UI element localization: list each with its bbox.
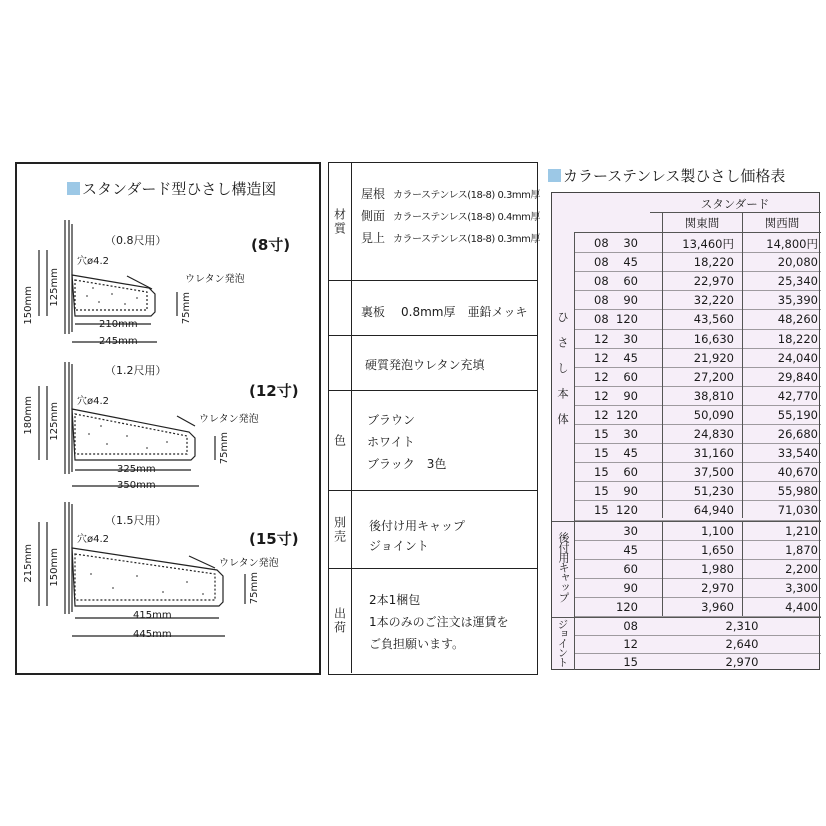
dim-bottom: 325mm xyxy=(117,464,156,475)
header-kansai: 関西間 xyxy=(764,216,800,230)
foam-label: ウレタン発泡 xyxy=(219,558,279,569)
length-code: 30 xyxy=(623,331,638,346)
grid-line xyxy=(662,212,663,518)
length-code: 120 xyxy=(616,312,638,327)
grid-line xyxy=(662,521,663,617)
size-code: 15 xyxy=(594,465,609,480)
row-line xyxy=(574,462,821,463)
price-kanto: 13,460円 xyxy=(682,237,734,251)
price-kansai: 18,220 xyxy=(777,331,818,346)
material-part: 側面 xyxy=(361,209,386,223)
backing-row xyxy=(329,281,537,336)
price-kanto: 64,940 xyxy=(693,503,734,518)
dim-bottom: 210mm xyxy=(99,319,138,330)
row-line xyxy=(574,367,821,368)
length-code: 90 xyxy=(623,580,638,595)
size-code: 08 xyxy=(594,255,609,270)
row-line xyxy=(574,405,821,406)
length-code: 45 xyxy=(623,255,638,270)
backing-spec: 0.8mm厚 亜鉛メッキ xyxy=(401,305,528,319)
backing-content xyxy=(351,281,537,335)
shipping-label: 出荷 xyxy=(329,569,352,673)
length-code: 30 xyxy=(623,427,638,441)
materials-row xyxy=(329,163,540,281)
size-code: 12 xyxy=(594,388,609,403)
joint-price: 2,310 xyxy=(725,619,759,633)
section-line xyxy=(552,617,821,618)
material-spec: カラーステンレス(18-8) 0.4mm厚 xyxy=(393,212,540,223)
row-line xyxy=(574,271,821,272)
price-kansai: 40,670 xyxy=(777,465,818,480)
backing-part: 裏板 xyxy=(361,305,386,319)
price-kansai: 20,080 xyxy=(777,255,818,270)
price-kanto: 32,220 xyxy=(693,293,734,308)
length-code: 30 xyxy=(623,236,638,250)
price-table xyxy=(551,192,820,670)
bolt-hole-label: 穴ø4.2 xyxy=(77,534,110,545)
material-part: 見上 xyxy=(361,231,386,245)
size-code: 08 xyxy=(594,236,609,250)
size-code: 15 xyxy=(594,446,609,461)
price-kanto: 1,980 xyxy=(701,561,734,576)
bolt-hole-label: 穴ø4.2 xyxy=(77,256,110,267)
size-code: 12 xyxy=(594,331,609,346)
dim-overall: 350mm xyxy=(117,480,156,491)
length-code: 60 xyxy=(623,465,638,480)
filling-text: 硬質発泡ウレタン充填 xyxy=(365,358,485,372)
length-code: 120 xyxy=(616,503,638,518)
price-kansai: 2,200 xyxy=(785,561,818,576)
separate-item: ジョイント xyxy=(369,539,429,553)
dim-total-height: 150mm xyxy=(23,286,34,325)
size-code: 08 xyxy=(623,619,638,633)
bolt-hole-label: 穴ø4.2 xyxy=(77,396,110,407)
row-line xyxy=(574,424,821,425)
price-kansai: 1,870 xyxy=(785,542,818,557)
size-code: 12 xyxy=(594,407,609,422)
foam-label: ウレタン発泡 xyxy=(185,274,245,285)
dim-overall: 245mm xyxy=(99,336,138,347)
spec-table xyxy=(328,162,538,675)
price-kansai: 26,680 xyxy=(777,427,818,441)
material-spec: カラーステンレス(18-8) 0.3mm厚 xyxy=(393,234,540,245)
diagram-kind: （1.2尺用） xyxy=(105,364,167,377)
price-kansai: 29,840 xyxy=(777,369,818,384)
price-kansai: 33,540 xyxy=(777,446,818,461)
price-kansai: 1,210 xyxy=(785,523,818,538)
length-code: 90 xyxy=(623,484,638,499)
length-code: 30 xyxy=(623,523,638,538)
diagram-kind: （1.5尺用） xyxy=(105,514,167,527)
size-code: 08 xyxy=(594,312,609,327)
price-kanto: 37,500 xyxy=(693,465,734,480)
price-kanto: 22,970 xyxy=(693,274,734,289)
dim-inner-height: 125mm xyxy=(49,268,60,307)
row-line xyxy=(574,309,821,310)
dim-total-height: 215mm xyxy=(23,544,34,583)
price-kanto: 50,090 xyxy=(693,407,734,422)
row-line xyxy=(574,500,821,501)
length-code: 120 xyxy=(616,407,638,422)
price-kansai: 4,400 xyxy=(785,599,818,614)
grid-line xyxy=(650,212,821,213)
price-kansai: 14,800円 xyxy=(766,237,818,251)
row-line xyxy=(574,481,821,482)
row-line xyxy=(574,635,821,636)
grid-line xyxy=(574,232,575,670)
materials-label: 材質 xyxy=(329,163,352,280)
filling-label-cell xyxy=(329,336,352,390)
dim-inner-height: 150mm xyxy=(49,548,60,587)
row-line xyxy=(574,348,821,349)
color-item: ブラウン xyxy=(367,413,416,427)
price-kanto: 51,230 xyxy=(693,484,734,499)
separate-item: 後付け用キャップ xyxy=(369,519,466,533)
length-code: 90 xyxy=(623,388,638,403)
price-kanto: 3,960 xyxy=(701,599,734,614)
joint-price: 2,970 xyxy=(725,655,759,669)
dim-overall: 445mm xyxy=(133,629,172,640)
structure-panel xyxy=(15,162,321,675)
length-code: 60 xyxy=(623,274,638,289)
row-line xyxy=(574,290,821,291)
color-item: ホワイト xyxy=(367,435,415,449)
price-kanto: 1,100 xyxy=(701,523,734,538)
price-kanto: 24,830 xyxy=(693,427,734,441)
price-kansai: 48,260 xyxy=(777,312,818,327)
size-code: 12 xyxy=(594,369,609,384)
row-line xyxy=(574,443,821,444)
shipping-line: ご負担願います。 xyxy=(369,637,465,651)
joint-price: 2,640 xyxy=(725,637,759,651)
length-code: 45 xyxy=(623,446,638,461)
header-group: スタンダード xyxy=(700,197,770,211)
diagram-kind: （0.8尺用） xyxy=(105,234,167,247)
length-code: 45 xyxy=(623,350,638,365)
price-kanto: 21,920 xyxy=(693,350,734,365)
row-line xyxy=(574,329,821,330)
price-title: カラーステンレス製ひさし価格表 xyxy=(563,167,786,185)
size-code: 15 xyxy=(594,484,609,499)
size-code: 12 xyxy=(623,637,638,651)
price-kansai: 35,390 xyxy=(777,293,818,308)
size-code: 15 xyxy=(594,427,609,441)
row-line xyxy=(574,653,821,654)
shipping-line: 2本1梱包 xyxy=(369,593,421,607)
size-code: 15 xyxy=(594,503,609,518)
price-kanto: 38,810 xyxy=(693,388,734,403)
diagram-size: (12寸) xyxy=(249,382,299,400)
shipping-content xyxy=(351,569,537,673)
grid-line xyxy=(742,521,743,617)
price-kanto: 43,560 xyxy=(693,312,734,327)
row-line xyxy=(574,597,821,598)
price-kansai: 55,980 xyxy=(777,484,818,499)
size-code: 08 xyxy=(594,274,609,289)
material-part: 屋根 xyxy=(361,187,386,201)
dim-inner-height: 125mm xyxy=(49,402,60,441)
grid-line xyxy=(574,232,821,233)
row-line xyxy=(574,559,821,560)
price-kanto: 27,200 xyxy=(693,369,734,384)
square-bullet-icon xyxy=(548,169,561,182)
color-item: ブラック 3色 xyxy=(367,457,447,471)
colors-content xyxy=(351,391,537,490)
size-code: 12 xyxy=(594,350,609,365)
dim-total-height: 180mm xyxy=(23,396,34,435)
length-code: 60 xyxy=(623,561,638,576)
size-code: 08 xyxy=(594,293,609,308)
section-line xyxy=(552,521,821,522)
length-code: 45 xyxy=(623,542,638,557)
materials-content xyxy=(351,163,540,280)
header-kanto: 関東間 xyxy=(684,216,720,230)
group-cap-label: 後付用キャップ xyxy=(557,532,570,602)
shipping-row xyxy=(329,569,537,673)
row-line xyxy=(574,540,821,541)
separate-label: 別売 xyxy=(329,491,352,568)
price-kanto: 18,220 xyxy=(693,255,734,270)
length-code: 60 xyxy=(623,369,638,384)
row-line xyxy=(574,252,821,253)
row-line xyxy=(574,386,821,387)
shipping-line: 1本のみのご注文は運賃を xyxy=(369,615,509,629)
price-kanto: 16,630 xyxy=(693,331,734,346)
filling-row xyxy=(329,336,537,391)
colors-row xyxy=(329,391,537,491)
filling-content xyxy=(351,336,537,390)
group-joint-label: ジョイント xyxy=(556,619,569,667)
group-body-label: ひさし本体 xyxy=(556,311,570,439)
price-title-row xyxy=(548,165,785,186)
size-code: 15 xyxy=(623,655,638,669)
diagram-size: (15寸) xyxy=(249,530,299,548)
price-kansai: 25,340 xyxy=(777,274,818,289)
structure-title: スタンダード型ひさし構造図 xyxy=(82,180,277,198)
diagram-size: (8寸) xyxy=(251,236,291,254)
colors-label: 色 xyxy=(329,391,352,490)
price-kanto: 31,160 xyxy=(693,446,734,461)
separate-row xyxy=(329,491,537,569)
price-kanto: 2,970 xyxy=(701,580,734,595)
material-spec: カラーステンレス(18-8) 0.3mm厚 xyxy=(393,190,540,201)
grid-line xyxy=(742,212,743,518)
price-kansai: 3,300 xyxy=(785,580,818,595)
row-line xyxy=(574,578,821,579)
price-kansai: 71,030 xyxy=(777,503,818,518)
price-kanto: 1,650 xyxy=(701,542,734,557)
separate-content xyxy=(351,491,537,568)
length-code: 120 xyxy=(616,599,638,614)
dim-front: 75mm xyxy=(249,572,260,605)
dim-bottom: 415mm xyxy=(133,610,172,621)
price-kansai: 24,040 xyxy=(777,350,818,365)
dim-front: 75mm xyxy=(219,432,230,465)
price-kansai: 42,770 xyxy=(777,388,818,403)
length-code: 90 xyxy=(623,293,638,308)
foam-label: ウレタン発泡 xyxy=(199,414,259,425)
price-kansai: 55,190 xyxy=(777,407,818,422)
backing-label-cell xyxy=(329,281,352,335)
dim-front: 75mm xyxy=(181,292,192,325)
